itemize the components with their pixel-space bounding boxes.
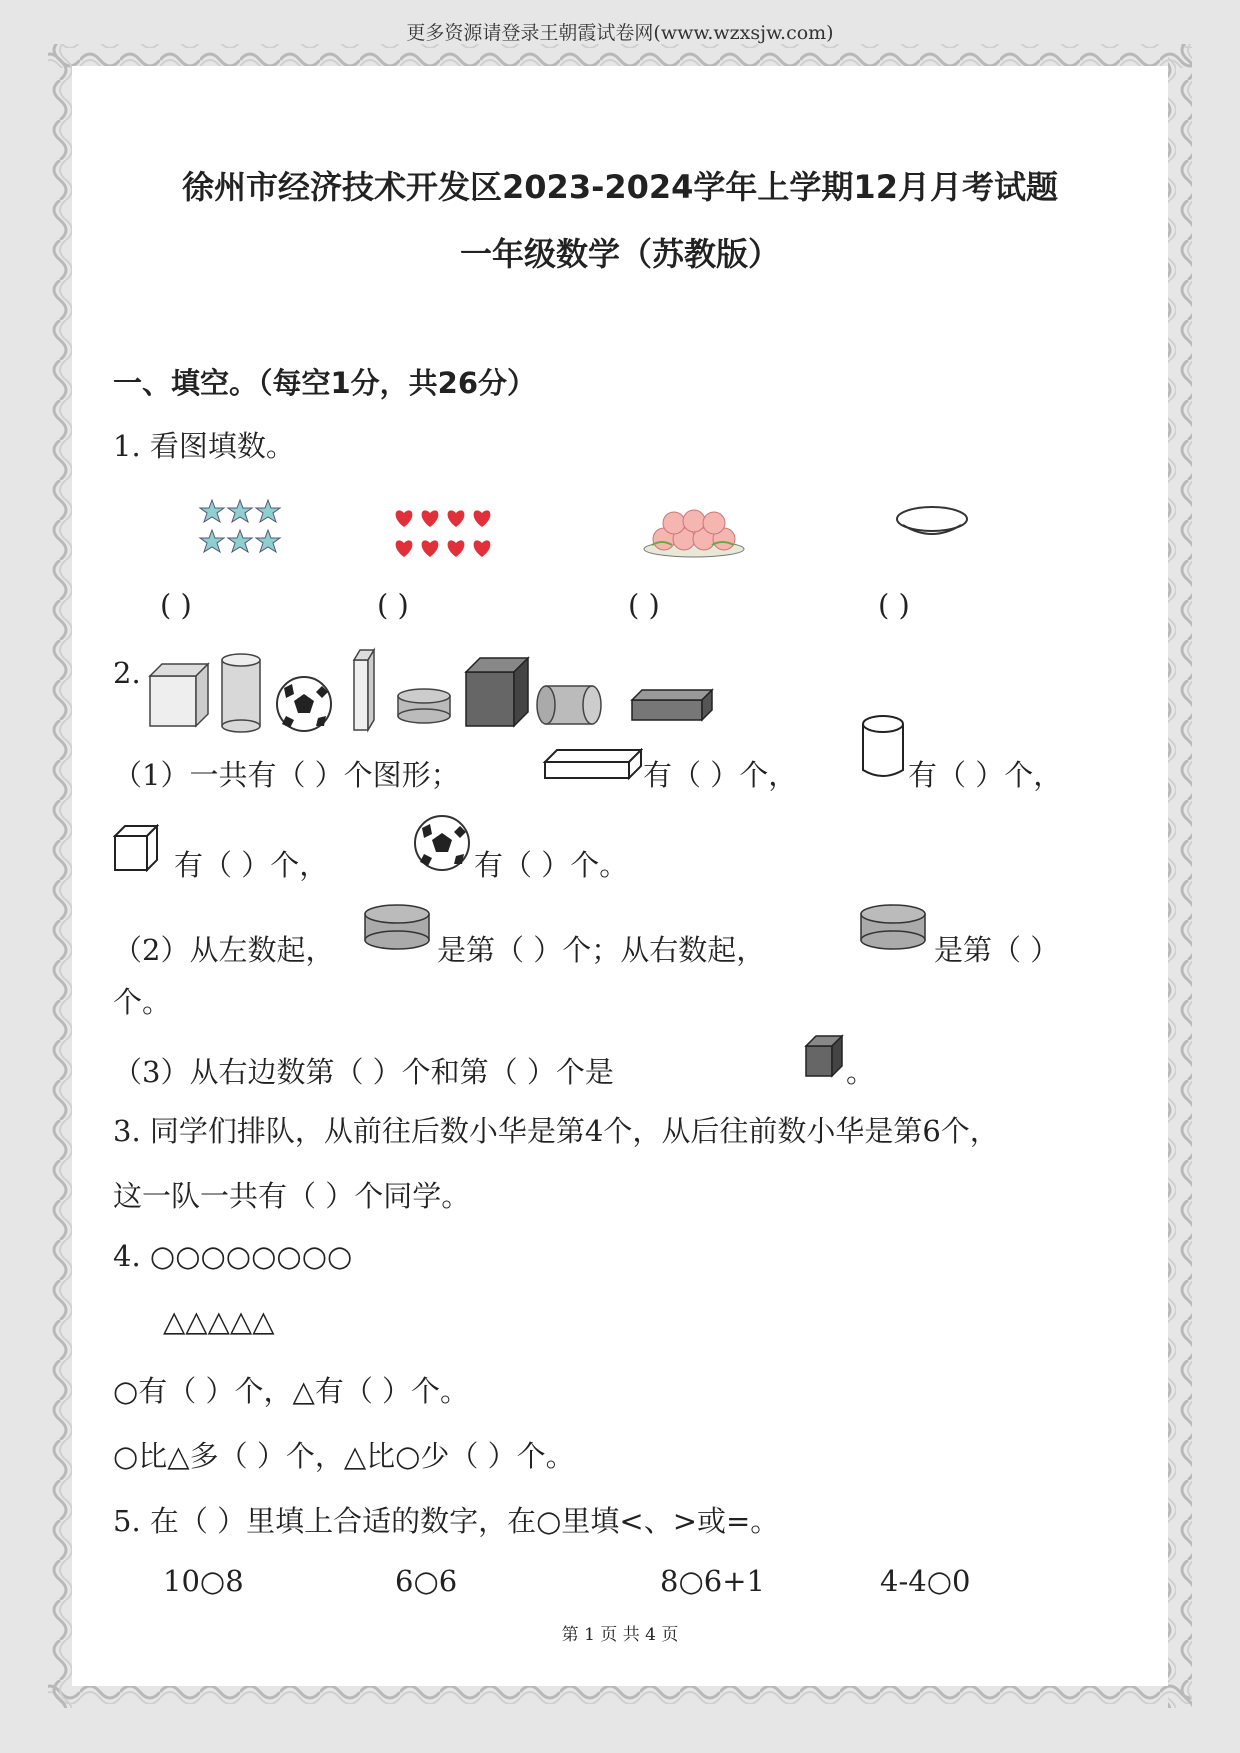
flat-cuboid-outline-icon [541, 748, 643, 782]
question-3-line1: 3. 同学们排队，从前往后数小华是第4个，从后往前数小华是第6个， [113, 1114, 999, 1148]
question-2-label: 2. [113, 656, 141, 690]
q2-part3-text: （3）从右边数第（ ）个和第（ ）个是 [113, 1055, 614, 1089]
exam-subtitle: 一年级数学（苏教版） [459, 235, 780, 273]
peach-plate-icon [642, 505, 746, 559]
answer-blank-peaches[interactable]: ( ) [628, 588, 660, 622]
ball-icon [277, 677, 331, 731]
question-4-triangles: △△△△△ [163, 1304, 275, 1338]
exam-title: 徐州市经济技术开发区2023-2024学年上学期12月月考试题 [182, 168, 1058, 206]
compare-item-3[interactable]: 8○6+1 [660, 1564, 765, 1598]
cylinder-icon [222, 654, 260, 732]
empty-plate-icon [895, 503, 969, 543]
q2-cylinder-count-text: 有（ ）个， [908, 758, 1063, 792]
flat-cuboid-icon [632, 690, 712, 720]
q2-ball-count-text: 有（ ）个。 [474, 848, 629, 882]
answer-blank-plate[interactable]: ( ) [878, 588, 910, 622]
question-5-label: 5. 在（ ）里填上合适的数字，在○里填<、>或=。 [113, 1504, 780, 1538]
cube-icon [150, 664, 208, 726]
compare-item-1[interactable]: 10○8 [163, 1564, 244, 1598]
solid-shapes-row [146, 646, 716, 736]
q2-part2-continued: 个。 [113, 985, 172, 1019]
star-group-icon [198, 498, 284, 558]
short-cylinder-icon [398, 689, 450, 723]
answer-blank-hearts[interactable]: ( ) [377, 588, 409, 622]
q2-part2-left-text: （2）从左数起， [113, 933, 335, 967]
tall-cuboid-icon [354, 650, 374, 730]
dark-cube-icon [466, 658, 528, 726]
question-4-circles: 4. ○○○○○○○○ [113, 1239, 353, 1273]
question-4-line1: ○有（ ）个，△有（ ）个。 [113, 1374, 470, 1408]
question-4-line2: ○比△多（ ）个，△比○少（ ）个。 [113, 1439, 575, 1473]
q2-part1-count-text: （1）一共有（ ）个图形； [113, 758, 460, 792]
answer-blank-stars[interactable]: ( ) [160, 588, 192, 622]
q2-part3-end: 。 [846, 1055, 876, 1089]
q2-part2-end-text: 是第（ ） [934, 933, 1060, 967]
q2-part2-right-text: 是第（ ）个；从右数起， [437, 933, 766, 967]
ball-small-icon [412, 814, 472, 872]
short-cylinder-icon [362, 902, 432, 952]
heart-group-icon [392, 505, 498, 561]
cylinder-outline-icon [860, 714, 906, 780]
short-cylinder-icon-2 [858, 902, 928, 952]
q2-cuboid-count-text: 有（ ）个， [643, 758, 798, 792]
header-note: 更多资源请登录王朝霞试卷网(www.wzxsjw.com) [406, 22, 834, 44]
compare-item-4[interactable]: 4-4○0 [880, 1564, 971, 1598]
compare-item-2[interactable]: 6○6 [395, 1564, 458, 1598]
lying-cylinder-icon [537, 686, 601, 724]
section-heading: 一、填空。（每空1分，共26分） [113, 366, 537, 400]
q2-cube-count-text: 有（ ）个， [174, 848, 329, 882]
dark-cube-small-icon [804, 1034, 844, 1078]
question-1-label: 1. 看图填数。 [113, 429, 295, 463]
page-footer: 第 1 页 共 4 页 [561, 1625, 679, 1645]
cube-outline-icon [113, 824, 159, 872]
question-3-line2: 这一队一共有（ ）个同学。 [113, 1179, 471, 1213]
